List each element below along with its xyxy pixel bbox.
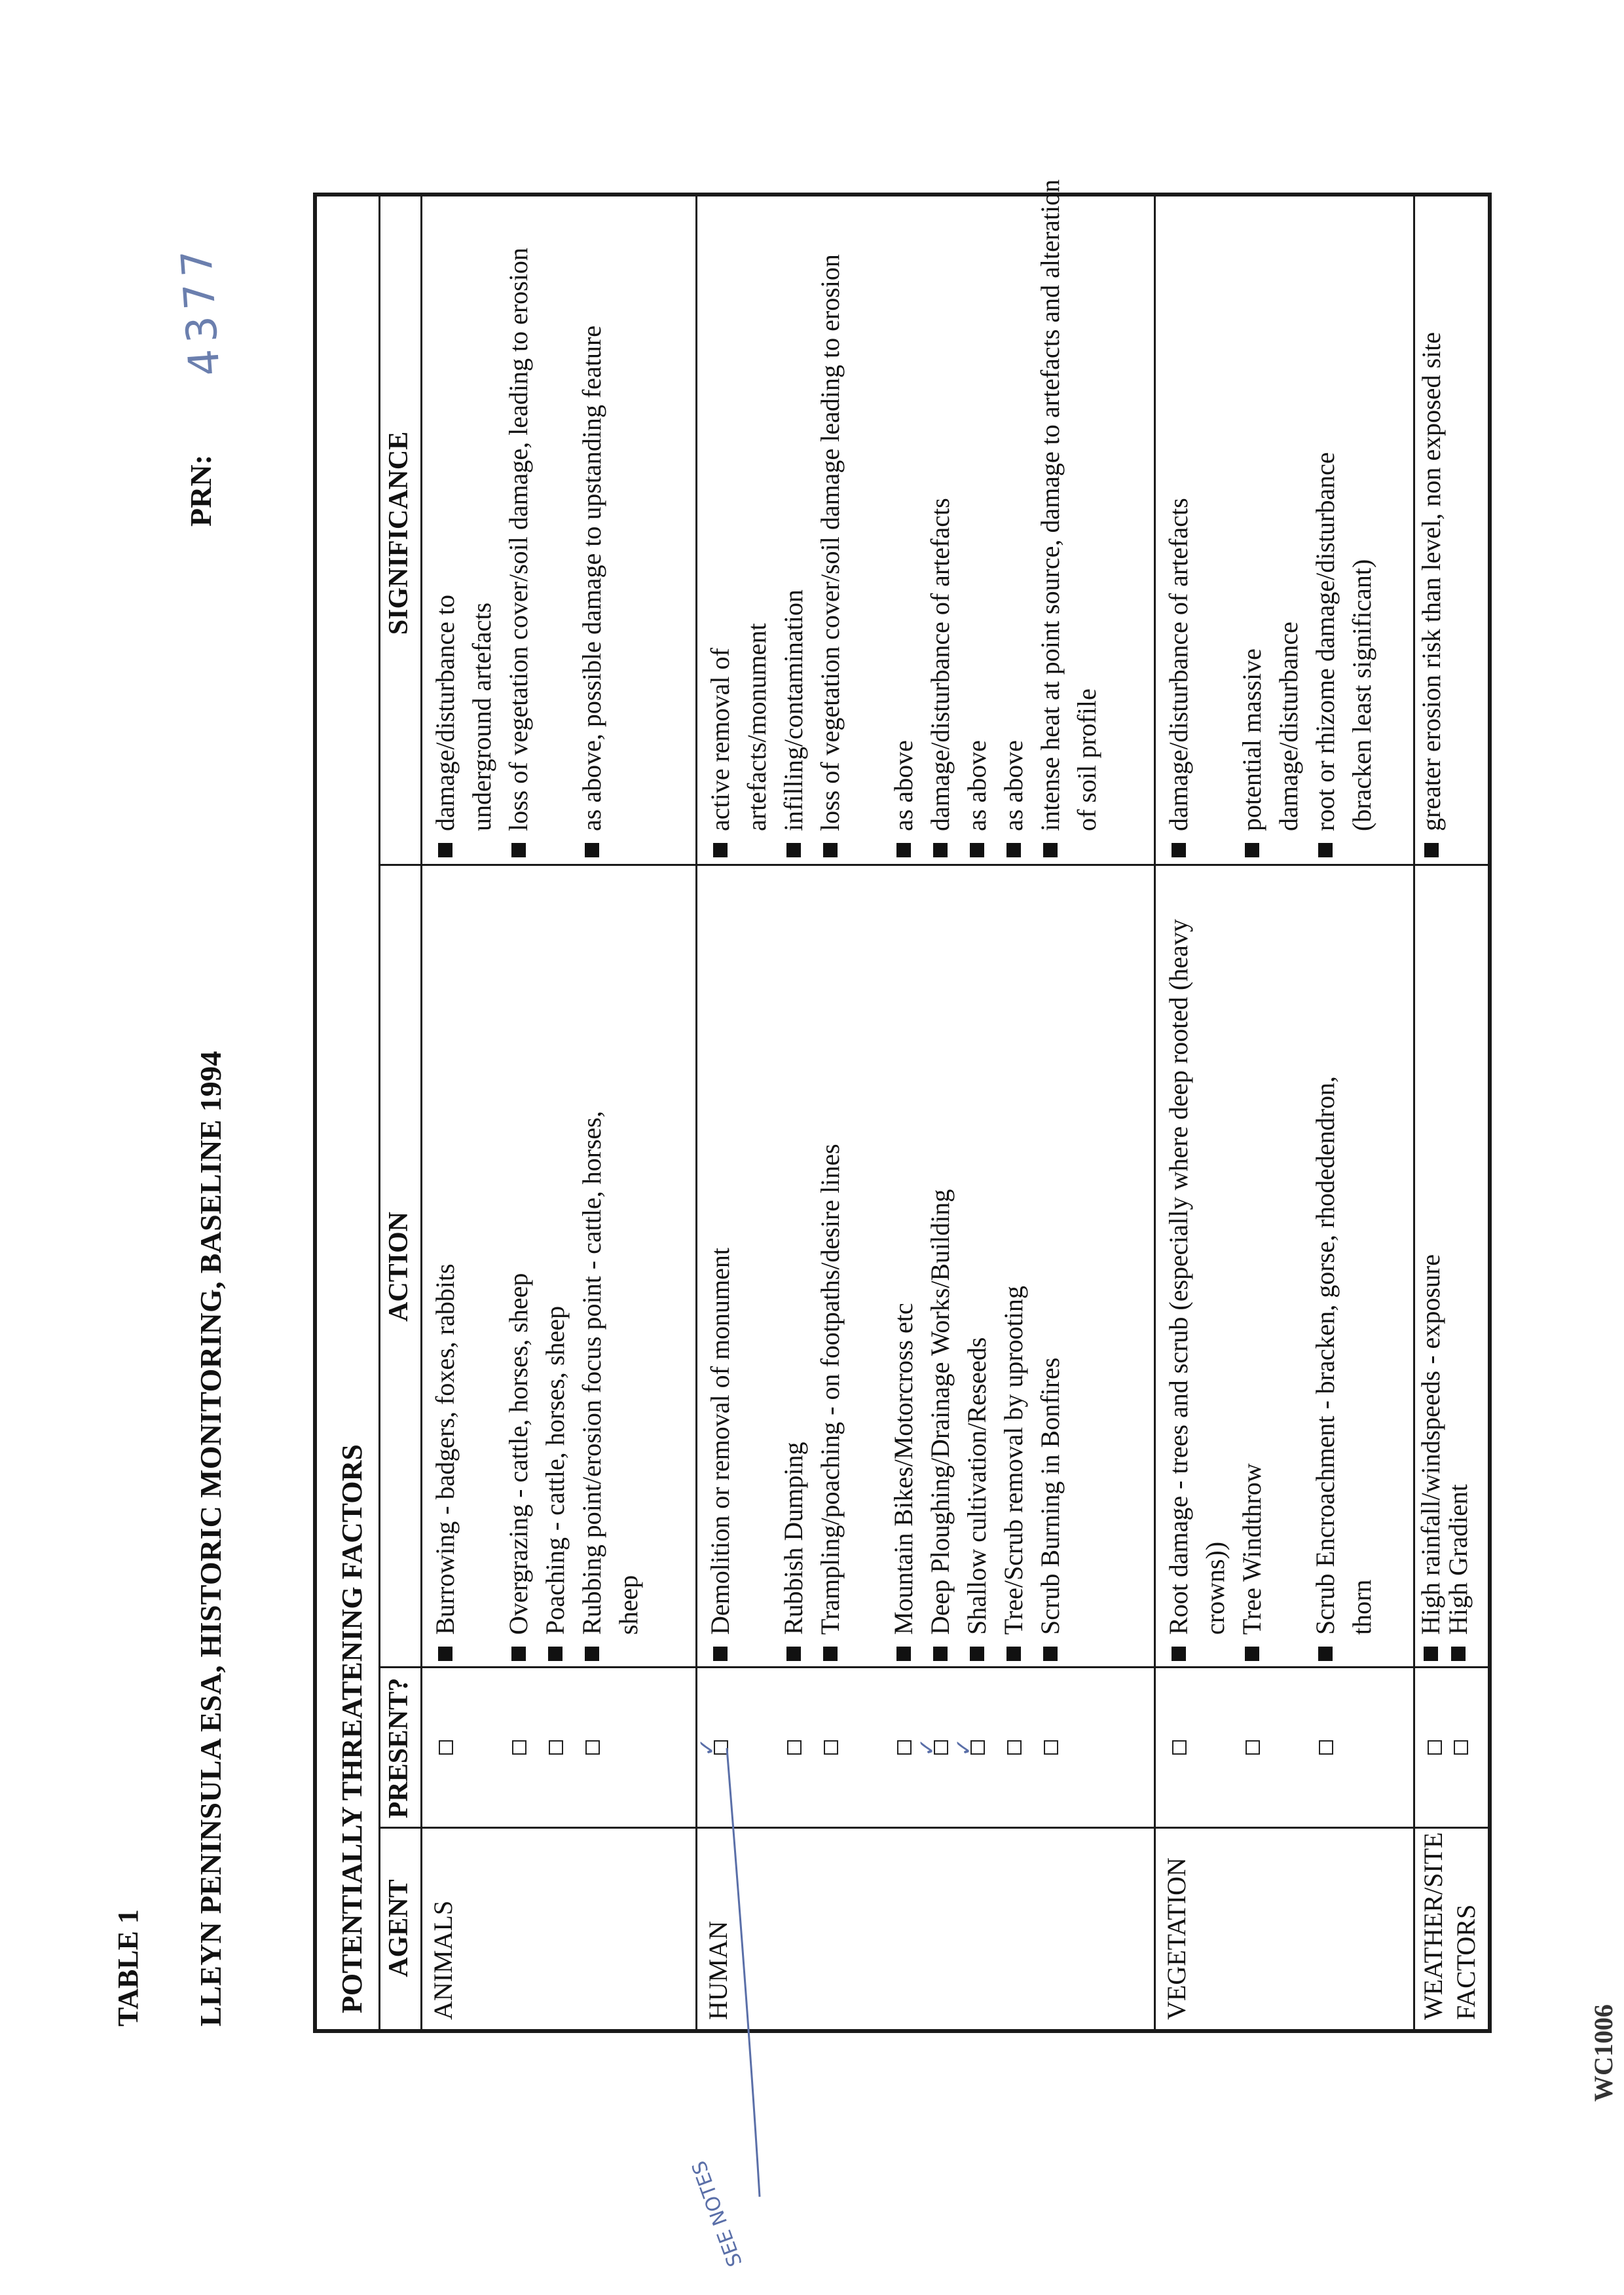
- action-item: Scrub Burning in Bonfires: [1032, 849, 1069, 1661]
- bullet-icon: [713, 1647, 728, 1661]
- significance-item: damage/disturbance of artefacts: [922, 173, 959, 857]
- document-title: LLEYN PENINSULA ESA, HISTORIC MONITORING, BASELINE 1994: [194, 1051, 227, 2026]
- bullet-icon: [1318, 1647, 1333, 1661]
- column-header-agent: AGENT: [384, 1879, 414, 1977]
- significance-item: as above: [885, 176, 922, 857]
- bullet-icon: [1245, 1647, 1259, 1661]
- bullet-icon: [1318, 843, 1333, 857]
- action-item: Scrub Encroachment - bracken, gorse, rhodedendron, thorn: [1307, 1045, 1380, 1661]
- significance-item: damage/disturbance to underground artefacts: [427, 464, 500, 857]
- bullet-icon: [1043, 1647, 1058, 1661]
- bullet-icon: [1245, 843, 1259, 857]
- bullet-icon: [786, 1647, 801, 1661]
- action-item: High Gradient: [1445, 849, 1472, 1661]
- present-checkbox[interactable]: [585, 1740, 600, 1755]
- grid-line: [378, 1666, 1492, 1668]
- prn-label: PRN:: [184, 455, 217, 527]
- agent-animals: ANIMALS: [428, 1900, 458, 2020]
- bullet-icon: [1172, 843, 1186, 857]
- significance-item: intense heat at point source, damage to artefacts and alteration of soil profile: [1032, 176, 1105, 857]
- present-checkbox[interactable]: [439, 1740, 453, 1755]
- bullet-icon: [1043, 843, 1058, 857]
- bullet-icon: [1172, 1647, 1186, 1661]
- bullet-icon: [1451, 1647, 1466, 1661]
- bullet-icon: [896, 843, 911, 857]
- action-item: Poaching - cattle, horses, sheep: [537, 849, 574, 1661]
- action-item: Rubbing point/erosion focus point - cattle, horses, sheep: [574, 1072, 647, 1661]
- agent-human: HUMAN: [703, 1920, 733, 2020]
- grid-line: [378, 193, 380, 2033]
- present-checkbox[interactable]: [1428, 1740, 1442, 1755]
- bullet-icon: [823, 1647, 838, 1661]
- action-item: Root damage - trees and scrub (especially where deep rooted (heavy crowns)): [1160, 842, 1234, 1661]
- bullet-icon: [511, 1647, 526, 1661]
- present-checkbox[interactable]: [1007, 1740, 1022, 1755]
- tick-mark-icon: ✓: [951, 1738, 977, 1757]
- action-item: Deep Ploughing/Drainage Works/Building: [922, 842, 959, 1661]
- bullet-icon: [823, 843, 838, 857]
- bullet-icon: [896, 1647, 911, 1661]
- significance-item: infilling/contamination: [775, 176, 812, 857]
- bullet-icon: [1424, 843, 1439, 857]
- bullet-icon: [1006, 843, 1021, 857]
- bullet-icon: [970, 843, 984, 857]
- significance-item: as above: [995, 176, 1032, 857]
- present-checkbox[interactable]: [897, 1740, 912, 1755]
- significance-item: loss of vegetation cover/soil damage leading to erosion: [812, 176, 849, 857]
- action-item: High rainfall/windspeeds - exposure: [1417, 849, 1445, 1661]
- bullet-icon: [585, 843, 599, 857]
- bullet-icon: [585, 1647, 599, 1661]
- grid-line: [1154, 193, 1156, 2033]
- present-checkbox[interactable]: [512, 1740, 526, 1755]
- significance-item: damage/disturbance of artefacts: [1160, 173, 1197, 857]
- present-checkbox[interactable]: [1044, 1740, 1058, 1755]
- prn-handwritten-value: 4377: [172, 241, 230, 378]
- column-header-significance: SIGNIFICANCE: [384, 431, 414, 635]
- action-item: Trampling/poaching - on footpaths/desire lines: [812, 842, 849, 1661]
- agent-vegetation: VEGETATION: [1162, 1857, 1191, 2020]
- tick-mark-icon: ✓: [694, 1738, 720, 1757]
- bullet-icon: [1006, 1647, 1021, 1661]
- present-checkbox[interactable]: [1172, 1740, 1187, 1755]
- column-header-action: ACTION: [384, 1211, 414, 1322]
- action-item: Tree/Scrub removal by uprooting: [995, 849, 1032, 1661]
- tick-mark-icon: ✓: [914, 1738, 940, 1757]
- present-checkbox[interactable]: [549, 1740, 563, 1755]
- action-item: Burrowing - badgers, foxes, rabbits: [427, 849, 464, 1661]
- action-item: Overgrazing - cattle, horses, sheep: [500, 849, 537, 1661]
- significance-item: greater erosion risk than level, non exposed site: [1417, 173, 1446, 857]
- bullet-icon: [438, 1647, 452, 1661]
- present-checkbox[interactable]: [1454, 1740, 1468, 1755]
- grid-line: [1413, 193, 1415, 2033]
- grid-line: [378, 1827, 1492, 1829]
- present-checkbox[interactable]: [1319, 1740, 1333, 1755]
- grid-line: [420, 193, 422, 2033]
- footer-code: WC1006: [1589, 2004, 1618, 2102]
- significance-item: potential massive damage/disturbance: [1234, 569, 1307, 857]
- bullet-icon: [933, 843, 948, 857]
- section-heading: POTENTIALLY THREATENING FACTORS: [336, 1444, 368, 2013]
- bullet-icon: [511, 843, 526, 857]
- significance-item: root or rhizome damage/disturbance (bracken least significant): [1307, 360, 1380, 857]
- bullet-icon: [970, 1647, 984, 1661]
- agent-weather-site-factors: WEATHER/SITE FACTORS: [1418, 1832, 1481, 2020]
- significance-item: loss of vegetation cover/soil damage, leading to erosion: [500, 176, 537, 857]
- column-header-present: PRESENT?: [384, 1677, 414, 1819]
- significance-item: as above: [959, 176, 995, 857]
- action-item: Mountain Bikes/Motorcross etc: [885, 849, 922, 1661]
- bullet-icon: [713, 843, 728, 857]
- margin-note: SEE NOTES: [688, 2157, 747, 2270]
- bullet-icon: [786, 843, 801, 857]
- action-item: Rubbish Dumping: [775, 849, 812, 1661]
- bullet-icon: [1424, 1647, 1438, 1661]
- bullet-icon: [438, 843, 452, 857]
- bullet-icon: [933, 1647, 948, 1661]
- table-label: TABLE 1: [112, 1909, 144, 2026]
- action-item: Demolition or removal of monument: [702, 849, 739, 1661]
- bullet-icon: [548, 1647, 563, 1661]
- action-item: Shallow cultivation/Reseeds: [959, 849, 995, 1661]
- significance-item: as above, possible damage to upstanding feature: [574, 176, 610, 857]
- action-item: Tree Windthrow: [1234, 849, 1270, 1661]
- significance-item: active removal of artefacts/monument: [702, 504, 775, 857]
- present-checkbox[interactable]: [1246, 1740, 1260, 1755]
